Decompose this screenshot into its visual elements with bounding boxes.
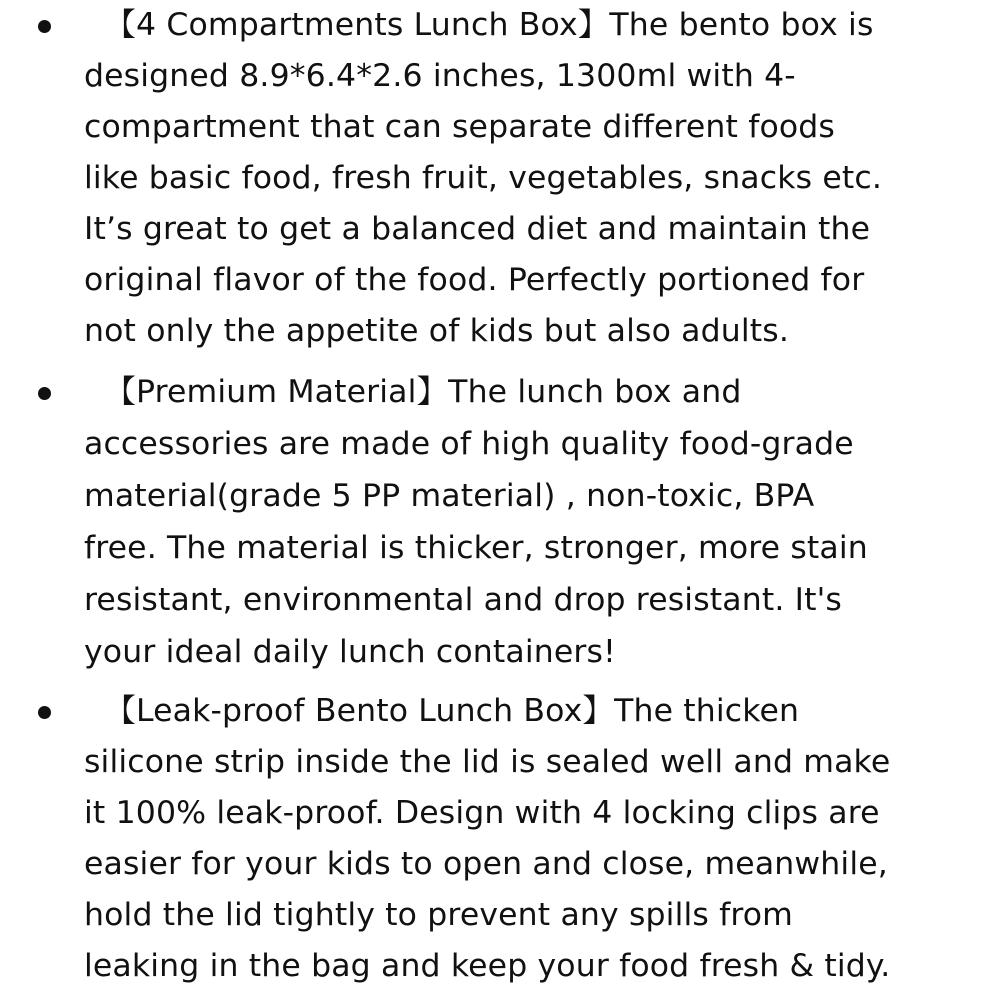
bullet-text-line: It’s great to get a balanced diet and maintain the bbox=[84, 211, 871, 247]
bullet-text-line: material(grade 5 PP material) , non-toxic, BPA bbox=[84, 478, 815, 514]
bullet-text-line: your ideal daily lunch containers! bbox=[84, 634, 616, 670]
bullet-dot-icon bbox=[38, 20, 51, 33]
bullet-text-line: free. The material is thicker, stronger, more stain bbox=[84, 530, 868, 566]
bullet-text-line: like basic food, fresh fruit, vegetables, snacks etc. bbox=[84, 160, 883, 196]
bullet-text-line: designed 8.9*6.4*2.6 inches, 1300ml with 4- bbox=[84, 58, 796, 94]
bullet-text-line: 【4 Compartments Lunch Box】The bento box is bbox=[84, 7, 874, 43]
bullet-text-line: 【Premium Material】The lunch box and bbox=[84, 374, 742, 410]
bullet-text-line: it 100% leak-proof. Design with 4 locking clips are bbox=[84, 795, 880, 831]
bullet-dot-icon bbox=[38, 706, 51, 719]
bullet-text-line: hold the lid tightly to prevent any spills from bbox=[84, 897, 794, 933]
bullet-text-line: accessories are made of high quality food-grade bbox=[84, 426, 854, 462]
bullet-text-line: leaking in the bag and keep your food fresh & tidy. bbox=[84, 948, 891, 984]
bullet-text-line: not only the appetite of kids but also adults. bbox=[84, 313, 790, 349]
bullet-text-line: 【Leak-proof Bento Lunch Box】The thicken bbox=[84, 693, 800, 729]
bullet-text-line: compartment that can separate different foods bbox=[84, 109, 835, 145]
bullet-text-line: easier for your kids to open and close, meanwhile, bbox=[84, 846, 888, 882]
bullet-dot-icon bbox=[38, 387, 51, 400]
bullet-text-line: silicone strip inside the lid is sealed well and make bbox=[84, 744, 891, 780]
bullet-text-line: resistant, environmental and drop resistant. It's bbox=[84, 582, 842, 618]
bullet-text-line: original flavor of the food. Perfectly portioned for bbox=[84, 262, 865, 298]
